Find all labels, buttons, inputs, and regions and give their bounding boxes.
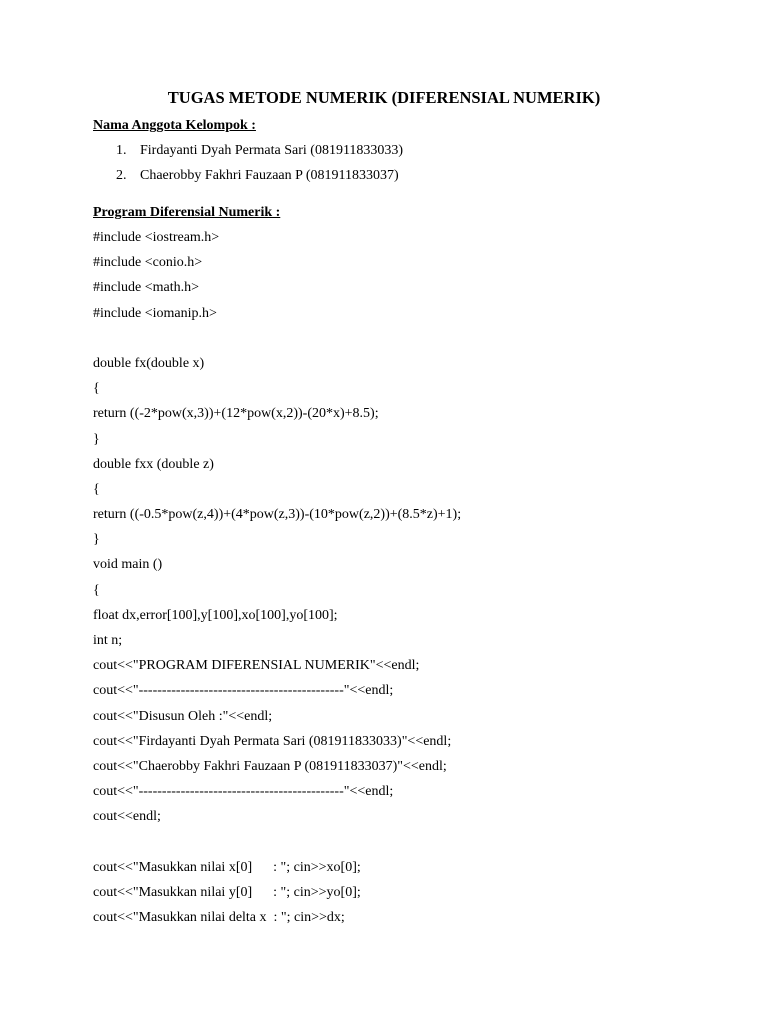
code-line: cout<<"Masukkan nilai y[0] : "; cin>>yo[0]; [93, 884, 361, 900]
code-listing [93, 229, 461, 934]
code-line: return ((-0.5*pow(z,4))+(4*pow(z,3))-(10*pow(z,2))+(8.5*z)+1); [93, 507, 462, 523]
code-line: { [93, 582, 100, 598]
code-line: #include <conio.h> [93, 255, 203, 271]
code-line: cout<<"Disusun Oleh :"<<endl; [93, 708, 273, 724]
member-name: Firdayanti Dyah Permata Sari (081911833033) [140, 143, 404, 158]
document-title: TUGAS METODE NUMERIK (DIFERENSIAL NUMERIK) [167, 88, 601, 107]
code-line: void main () [93, 557, 163, 573]
code-line: cout<<"PROGRAM DIFERENSIAL NUMERIK"<<endl; [93, 658, 420, 674]
code-line [93, 330, 461, 355]
code-line: cout<<"--------------------------------------------"<<endl; [93, 683, 394, 699]
code-line: cout<<endl; [93, 809, 161, 825]
code-line: float dx,error[100],y[100],xo[100],yo[100]; [93, 607, 338, 623]
code-line: } [93, 431, 100, 447]
code-line: cout<<"--------------------------------------------"<<endl; [93, 784, 394, 800]
code-line: { [93, 381, 100, 397]
code-line: cout<<"Masukkan nilai delta x : "; cin>>dx; [93, 910, 345, 926]
member-item [116, 168, 399, 184]
code-line [93, 834, 461, 859]
code-line: { [93, 481, 100, 497]
code-line: int n; [93, 633, 123, 648]
code-line: #include <iomanip.h> [93, 305, 217, 321]
member-number: 2. [116, 168, 127, 183]
code-line: #include <math.h> [93, 280, 199, 296]
members-heading: Nama Anggota Kelompok : [93, 118, 256, 133]
member-number: 1. [116, 143, 127, 158]
code-line: #include <iostream.h> [93, 230, 220, 245]
code-line: return ((-2*pow(x,3))+(12*pow(x,2))-(20*x)+8.5); [93, 406, 379, 422]
code-line: cout<<"Masukkan nilai x[0] : "; cin>>xo[0]; [93, 859, 361, 875]
code-line: double fxx (double z) [93, 456, 214, 472]
program-heading: Program Diferensial Numerik : [93, 205, 281, 220]
code-line: cout<<"Chaerobby Fakhri Fauzaan P (081911833037)"<<endl; [93, 758, 447, 774]
code-line: } [93, 532, 100, 548]
code-line: cout<<"Firdayanti Dyah Permata Sari (081911833033)"<<endl; [93, 733, 452, 749]
code-line: double fx(double x) [93, 355, 205, 371]
member-item [116, 143, 403, 159]
member-name: Chaerobby Fakhri Fauzaan P (081911833037) [140, 168, 399, 183]
